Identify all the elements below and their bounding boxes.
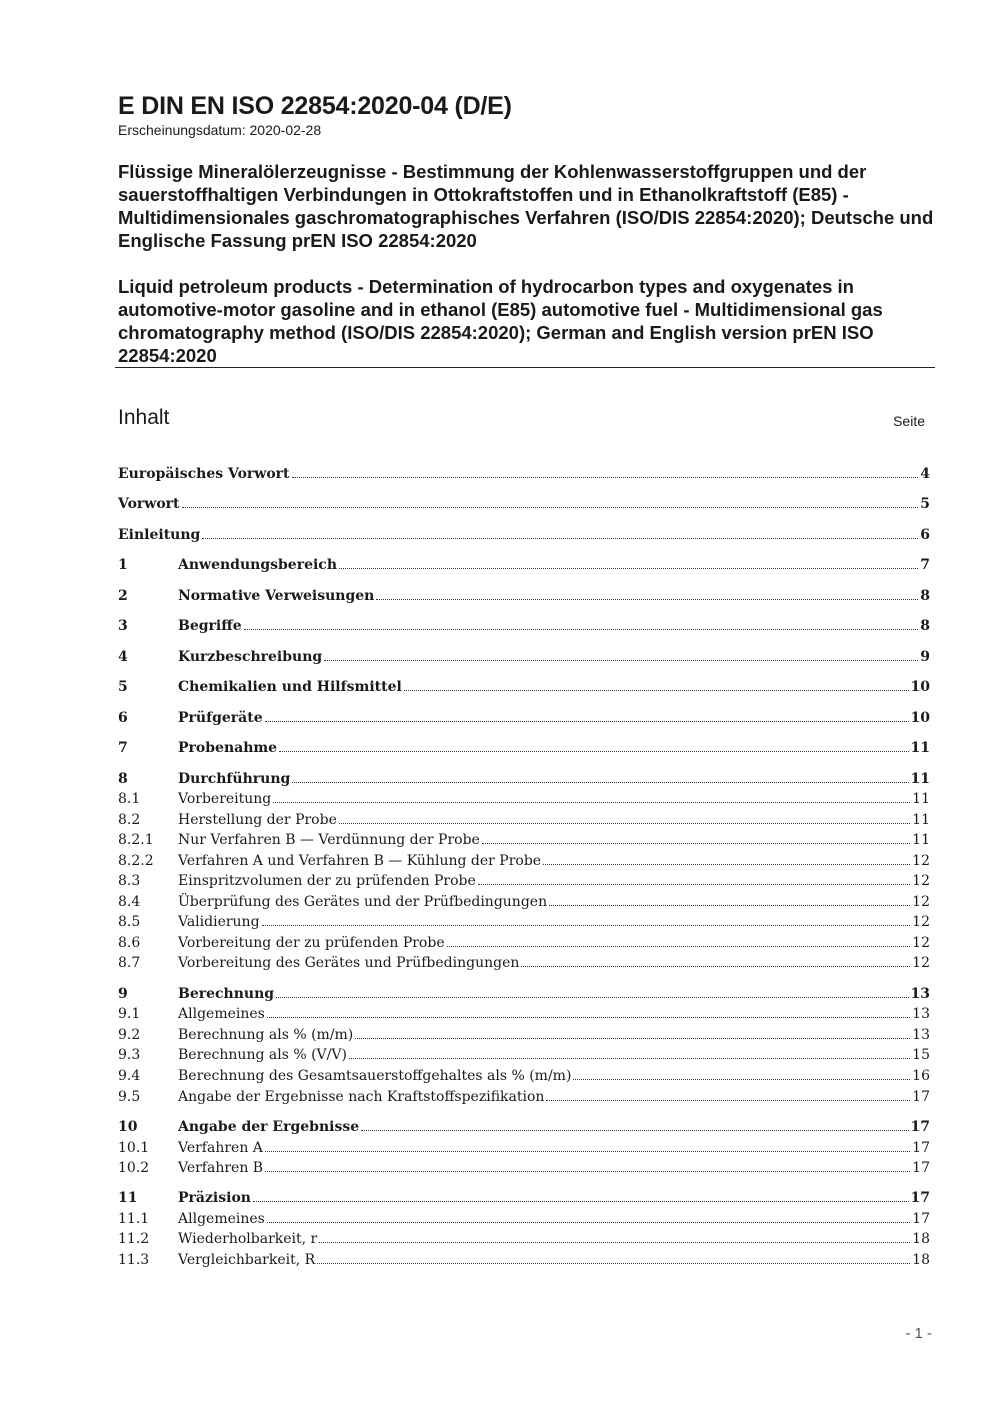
toc-entry-title: Allgemeines bbox=[178, 1006, 265, 1022]
toc-entry[interactable] bbox=[118, 1158, 930, 1178]
toc-entry-title: Prüfgeräte bbox=[178, 710, 263, 726]
toc-entry[interactable] bbox=[118, 953, 930, 973]
toc-entry-title: Verfahren A bbox=[178, 1140, 263, 1156]
toc-entry[interactable] bbox=[118, 738, 930, 758]
toc-dot-leader bbox=[317, 1250, 910, 1264]
toc-entry-page: 17 bbox=[912, 1140, 930, 1156]
toc-entry-number: 8.2 bbox=[118, 812, 141, 828]
toc-entry-page: 11 bbox=[912, 832, 930, 848]
toc-entry-page: 17 bbox=[910, 1190, 930, 1206]
toc-entry-page: 13 bbox=[910, 986, 930, 1002]
toc-entry-number: 8.2.1 bbox=[118, 832, 154, 848]
document-code: E DIN EN ISO 22854:2020-04 (D/E) bbox=[118, 92, 512, 120]
toc-entry[interactable] bbox=[118, 525, 930, 545]
toc-dot-leader bbox=[202, 525, 918, 539]
toc-entry[interactable] bbox=[118, 464, 930, 484]
toc-entry-number: 5 bbox=[118, 679, 128, 695]
toc-dot-leader bbox=[339, 555, 918, 569]
toc-entry-title: Normative Verweisungen bbox=[178, 588, 375, 604]
toc-entry-page: 7 bbox=[920, 557, 930, 573]
toc-entry[interactable] bbox=[118, 1229, 930, 1249]
toc-entry-title: Vorbereitung der zu prüfenden Probe bbox=[178, 935, 445, 951]
toc-entry-title: Durchführung bbox=[178, 771, 291, 787]
toc-entry-number: 4 bbox=[118, 649, 128, 665]
toc-entry-number: 10.2 bbox=[118, 1160, 150, 1176]
toc-entry[interactable] bbox=[118, 892, 930, 912]
toc-entry-number: 11.2 bbox=[118, 1231, 150, 1247]
toc-entry[interactable] bbox=[118, 1188, 930, 1208]
toc-entry-page: 17 bbox=[912, 1160, 930, 1176]
toc-entry[interactable] bbox=[118, 647, 930, 667]
toc-dot-leader bbox=[253, 1188, 909, 1202]
toc-entry[interactable] bbox=[118, 1250, 930, 1270]
toc-entry[interactable] bbox=[118, 810, 930, 830]
publication-date: Erscheinungsdatum: 2020-02-28 bbox=[118, 122, 322, 138]
toc-entry-title: Berechnung als % (m/m) bbox=[178, 1027, 354, 1043]
toc-entry-title: Vorbereitung des Gerätes und Prüfbedingungen bbox=[178, 955, 520, 971]
toc-heading: Inhalt bbox=[118, 406, 170, 429]
toc-entry-title: Herstellung der Probe bbox=[178, 812, 337, 828]
toc-entry-title: Angabe der Ergebnisse bbox=[178, 1119, 360, 1135]
toc-dot-leader bbox=[265, 1158, 910, 1172]
toc-entry-title: Vorwort bbox=[118, 496, 180, 512]
toc-entry-number: 7 bbox=[118, 740, 128, 756]
toc-page-column-label: Seite bbox=[893, 413, 925, 429]
toc-entry-page: 12 bbox=[912, 914, 930, 930]
toc-entry[interactable] bbox=[118, 1004, 930, 1024]
toc-entry-title: Kurzbeschreibung bbox=[178, 649, 323, 665]
toc-entry[interactable] bbox=[118, 1045, 930, 1065]
toc-dot-leader bbox=[273, 789, 910, 803]
toc-entry-number: 8.5 bbox=[118, 914, 141, 930]
toc-entry-page: 18 bbox=[912, 1231, 930, 1247]
toc-dot-leader bbox=[573, 1066, 910, 1080]
toc-entry-number: 9.3 bbox=[118, 1047, 141, 1063]
toc-dot-leader bbox=[355, 1025, 910, 1039]
toc-entry-title: Präzision bbox=[178, 1190, 251, 1206]
toc-entry-title: Validierung bbox=[178, 914, 260, 930]
toc-entry[interactable] bbox=[118, 984, 930, 1004]
toc-entry[interactable] bbox=[118, 871, 930, 891]
toc-entry-title: Berechnung als % (V/V) bbox=[178, 1047, 347, 1063]
toc-entry-number: 11.1 bbox=[118, 1211, 150, 1227]
toc-entry[interactable] bbox=[118, 912, 930, 932]
toc-entry-number: 8.1 bbox=[118, 791, 141, 807]
toc-entry-page: 11 bbox=[912, 812, 930, 828]
page-number: - 1 - bbox=[905, 1325, 932, 1342]
toc-entry-title: Probenahme bbox=[178, 740, 278, 756]
toc-entry-page: 11 bbox=[912, 791, 930, 807]
toc-dot-leader bbox=[324, 647, 918, 661]
toc-entry-title: Einleitung bbox=[118, 527, 201, 543]
toc-dot-leader bbox=[319, 1229, 910, 1243]
toc-entry-number: 10.1 bbox=[118, 1140, 150, 1156]
toc-entry-number: 8.3 bbox=[118, 873, 141, 889]
toc-entry-number: 9 bbox=[118, 986, 128, 1002]
toc-entry-page: 9 bbox=[920, 649, 930, 665]
toc-entry[interactable] bbox=[118, 851, 930, 871]
toc-entry[interactable] bbox=[118, 494, 930, 514]
toc-entry-number: 8.6 bbox=[118, 935, 141, 951]
toc-entry-number: 3 bbox=[118, 618, 128, 634]
toc-entry[interactable] bbox=[118, 933, 930, 953]
toc-entry[interactable] bbox=[118, 555, 930, 575]
toc-dot-leader bbox=[182, 494, 919, 508]
toc-entry-page: 17 bbox=[910, 1119, 930, 1135]
toc-dot-leader bbox=[349, 1045, 910, 1059]
toc-entry[interactable] bbox=[118, 1117, 930, 1137]
toc-entry-title: Berechnung des Gesamtsauerstoffgehaltes als % (m/m) bbox=[178, 1068, 572, 1084]
toc-entry[interactable] bbox=[118, 616, 930, 636]
toc-dot-leader bbox=[361, 1117, 908, 1131]
toc-dot-leader bbox=[244, 616, 919, 630]
toc-dot-leader bbox=[376, 586, 918, 600]
toc-entry[interactable] bbox=[118, 708, 930, 728]
toc-dot-leader bbox=[265, 708, 909, 722]
toc-entry-number: 9.1 bbox=[118, 1006, 141, 1022]
toc-dot-leader bbox=[404, 677, 909, 691]
toc-entry-page: 10 bbox=[910, 710, 930, 726]
toc-entry[interactable] bbox=[118, 1087, 930, 1107]
toc-entry[interactable] bbox=[118, 1066, 930, 1086]
toc-entry-page: 4 bbox=[920, 466, 930, 482]
toc-entry-title: Vergleichbarkeit, R bbox=[178, 1252, 316, 1268]
toc-dot-leader bbox=[482, 830, 910, 844]
toc-entry-page: 10 bbox=[910, 679, 930, 695]
toc-entry-title: Nur Verfahren B — Verdünnung der Probe bbox=[178, 832, 480, 848]
toc-entry-number: 2 bbox=[118, 588, 128, 604]
toc-entry-page: 8 bbox=[920, 588, 930, 604]
toc-entry-number: 10 bbox=[118, 1119, 138, 1135]
toc-entry[interactable] bbox=[118, 789, 930, 809]
toc-entry-page: 12 bbox=[912, 894, 930, 910]
toc-dot-leader bbox=[292, 769, 908, 783]
toc-entry-page: 13 bbox=[912, 1006, 930, 1022]
toc-entry-number: 1 bbox=[118, 557, 128, 573]
toc-dot-leader bbox=[267, 1004, 910, 1018]
toc-entry-title: Wiederholbarkeit, r bbox=[178, 1231, 318, 1247]
toc-entry-page: 12 bbox=[912, 873, 930, 889]
toc-entry-title: Überprüfung des Gerätes und der Prüfbedingungen bbox=[178, 894, 548, 910]
toc-entry-number: 8.7 bbox=[118, 955, 141, 971]
toc-entry-page: 8 bbox=[920, 618, 930, 634]
toc-entry-page: 12 bbox=[912, 935, 930, 951]
toc-entry[interactable] bbox=[118, 1138, 930, 1158]
toc-entry-number: 8.4 bbox=[118, 894, 141, 910]
toc-entry-title: Einspritzvolumen der zu prüfenden Probe bbox=[178, 873, 476, 889]
toc-dot-leader bbox=[267, 1209, 910, 1223]
title-english: Liquid petroleum products - Determination of hydrocarbon types and oxygenates in automotive-motor gasoline and in ethanol (E85) automotive fuel - Multidimensional gas chromatography method (ISO/DIS 22854:2020); German and English version prEN ISO 22854:2020 bbox=[118, 276, 883, 366]
toc-entry-page: 17 bbox=[912, 1089, 930, 1105]
toc-entry-title: Europäisches Vorwort bbox=[118, 466, 290, 482]
toc-dot-leader bbox=[292, 464, 919, 478]
toc-entry-page: 17 bbox=[912, 1211, 930, 1227]
toc-entry-page: 18 bbox=[912, 1252, 930, 1268]
toc-entry-number: 9.2 bbox=[118, 1027, 141, 1043]
toc-entry[interactable] bbox=[118, 677, 930, 697]
toc-entry-title: Verfahren A und Verfahren B — Kühlung der Probe bbox=[178, 853, 542, 869]
toc-entry-page: 16 bbox=[912, 1068, 930, 1084]
toc-entry[interactable] bbox=[118, 586, 930, 606]
toc-entry-number: 8 bbox=[118, 771, 128, 787]
toc-entry-page: 11 bbox=[910, 771, 930, 787]
toc-dot-leader bbox=[265, 1138, 910, 1152]
table-of-contents bbox=[118, 0, 930, 1403]
toc-dot-leader bbox=[549, 892, 910, 906]
toc-entry-page: 6 bbox=[920, 527, 930, 543]
toc-entry-title: Begriffe bbox=[178, 618, 242, 634]
toc-entry-title: Berechnung bbox=[178, 986, 275, 1002]
toc-entry-page: 11 bbox=[910, 740, 930, 756]
toc-dot-leader bbox=[279, 738, 908, 752]
toc-entry-title: Verfahren B bbox=[178, 1160, 264, 1176]
toc-dot-leader bbox=[543, 851, 910, 865]
toc-entry[interactable] bbox=[118, 769, 930, 789]
toc-entry-title: Allgemeines bbox=[178, 1211, 265, 1227]
toc-dot-leader bbox=[521, 953, 910, 967]
toc-entry-number: 11 bbox=[118, 1190, 138, 1206]
toc-entry-title: Vorbereitung bbox=[178, 791, 272, 807]
toc-entry-number: 9.5 bbox=[118, 1089, 141, 1105]
toc-dot-leader bbox=[262, 912, 911, 926]
toc-entry-title: Angabe der Ergebnisse nach Kraftstoffspezifikation bbox=[178, 1089, 545, 1105]
toc-entry-page: 5 bbox=[920, 496, 930, 512]
toc-dot-leader bbox=[478, 871, 910, 885]
toc-dot-leader bbox=[546, 1087, 910, 1101]
toc-entry-number: 9.4 bbox=[118, 1068, 141, 1084]
toc-entry[interactable] bbox=[118, 1209, 930, 1229]
toc-entry-page: 13 bbox=[912, 1027, 930, 1043]
toc-entry-number: 11.3 bbox=[118, 1252, 150, 1268]
toc-entry-number: 6 bbox=[118, 710, 128, 726]
toc-entry-page: 15 bbox=[912, 1047, 930, 1063]
title-german: Flüssige Mineralölerzeugnisse - Bestimmung der Kohlenwasserstoffgruppen und der sauerstoffhaltigen Verbindungen in Ottokraftstoffen und in Ethanolkraftstoff (E85) - Multidimensionales gaschromatographisches Verfahren (ISO/DIS 22854:2020); Deutsche und Englische Fassung prEN ISO 22854:2020 bbox=[118, 161, 934, 251]
toc-dot-leader bbox=[339, 810, 910, 824]
toc-entry-title: Anwendungsbereich bbox=[178, 557, 337, 573]
toc-entry-page: 12 bbox=[912, 853, 930, 869]
toc-dot-leader bbox=[276, 984, 908, 998]
toc-entry-number: 8.2.2 bbox=[118, 853, 154, 869]
toc-entry[interactable] bbox=[118, 830, 930, 850]
toc-dot-leader bbox=[447, 933, 911, 947]
toc-entry-title: Chemikalien und Hilfsmittel bbox=[178, 679, 402, 695]
toc-entry-page: 12 bbox=[912, 955, 930, 971]
toc-entry[interactable] bbox=[118, 1025, 930, 1045]
